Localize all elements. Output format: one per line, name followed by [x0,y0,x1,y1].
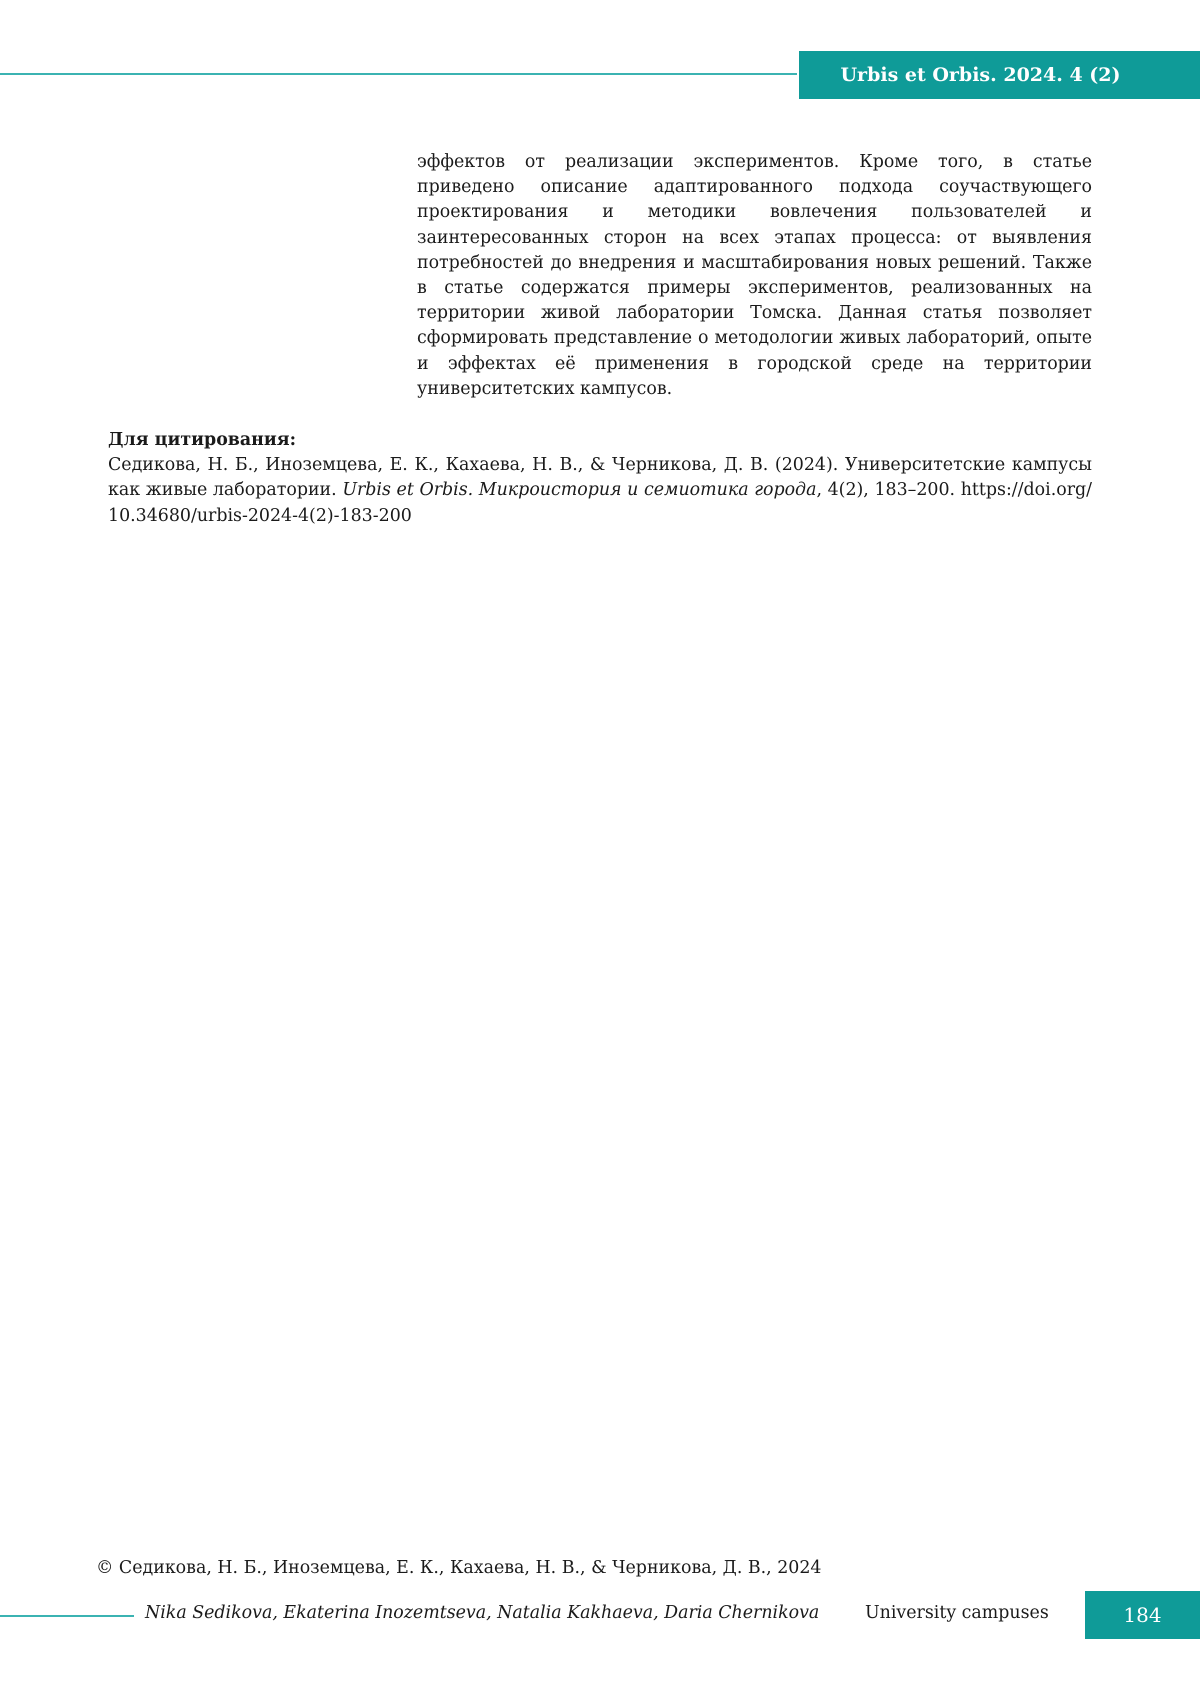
copyright-notice: © Седикова, Н. Б., Иноземцева, Е. К., Кахаева, Н. В., & Черникова, Д. В., 2024 [96,1558,822,1578]
page-number-badge [1085,1591,1200,1639]
citation-authors-title: Седикова, Н. Б., Иноземцева, Е. К., Кахаева, Н. В., & Черникова, Д. В. (2024). Университетские кампусы как живые лаборатории. [108,455,1092,501]
footer-rule [0,1615,134,1617]
abstract-text: эффектов от реализации экспериментов. Кроме того, в статье приведено описание адаптированного подхода соучаствующего проектирования и методики вовлечения пользователей и заинтересованных сторон на всех этапах процесса: от выявления потребностей до внедрения и масштабирования новых решений. Также в статье содержатся примеры экспериментов, реализованных на территории живой лаборатории Томска. Данная статья позволяет сформировать представление о методологии живых лабораторий, опыте и эффектах её применения в городской среде на территории университетских кампусов. [417,152,1092,399]
citation-volume-pages: , 4(2), 183–200. [816,480,961,501]
citation-text [108,453,1092,529]
header-rule [0,73,797,75]
footer-short-title: University campuses [865,1603,1049,1623]
citation-journal: Urbis et Orbis. Микроистория и семиотика города [342,480,817,501]
journal-title: Urbis et Orbis. 2024. 4 (2) [840,64,1121,86]
citation-block [108,428,1092,529]
citation-label: Для цитирования: [108,430,297,450]
citation-doi-link[interactable]: https://doi.org/10.34680/urbis-2024-4(2)-183-200 [108,480,1092,526]
journal-header-badge [799,51,1200,99]
page-number: 184 [1123,1603,1162,1627]
footer-authors: Nika Sedikova, Ekaterina Inozemtseva, Natalia Kakhaeva, Daria Chernikova [145,1603,820,1623]
